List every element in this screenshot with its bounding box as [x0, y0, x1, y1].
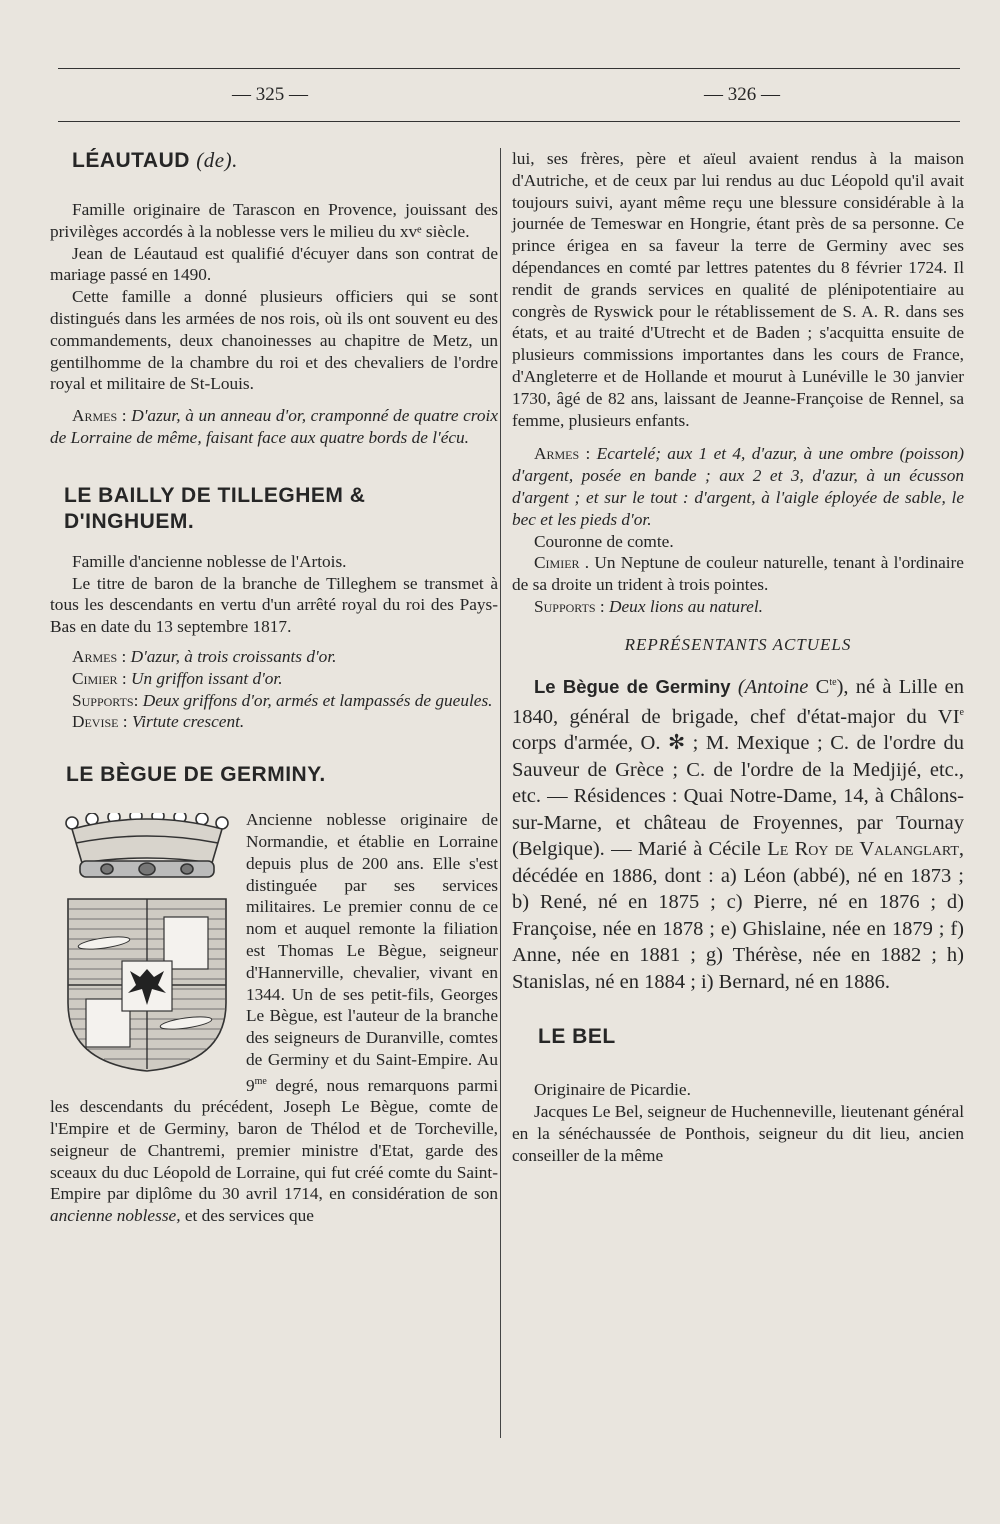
- begue-armes: [512, 443, 964, 530]
- devise-text: Virtute crescent.: [131, 712, 245, 732]
- leautaud-para-1: Famille originaire de Tarascon en Provence, jouissant des privilèges accordés à la noblesse vers le milieu du xvᵉ siècle.: [50, 200, 498, 241]
- entry-title-bel: LE BEL: [538, 1025, 616, 1049]
- ordinal-suffix: e: [959, 706, 964, 718]
- rep-text-b: corps d'armée, O. ✻ ; M. Mexique ; C. de l'ordre du Sauveur de Grèce ; C. de l'ordre de la Medjijé, etc., etc. — Résidences : Quai Notre-Dame, 14, à Châlons-sur-Marne, et château de Froyennes, par Tournay (Belgique). — Marié à Cécile: [512, 732, 964, 861]
- right-column: [512, 148, 964, 1166]
- supports-text: Deux lions au naturel.: [609, 596, 763, 616]
- header-rule-top: [58, 68, 960, 69]
- title-text: LÉAUTAUD: [72, 149, 190, 172]
- begue-supports: [512, 596, 964, 618]
- spouse-name: Le Roy de Valanglart,: [767, 838, 964, 861]
- representative-title: C: [815, 675, 830, 698]
- representative-entry: [512, 670, 964, 996]
- bailly-cimier: [50, 668, 498, 690]
- entry-title-bailly: LE BAILLY DE TILLEGHEM & D'INGHUEM.: [64, 483, 366, 533]
- page-number-right: — 326 —: [704, 84, 780, 105]
- armes-text: Ecartelé; aux 1 et 4, d'azur, à une ombre (poisson) d'argent, posée en bande ; aux 2 et 3, d'azur, à un écusson d'argent ; et sur le tout : d'argent, à l'aigle éployée de sable, le bec et les pieds d'or.: [512, 444, 965, 529]
- begue-continuation: lui, ses frères, père et aïeul avaient rendus à la maison d'Autriche, et de ceux par lui rendus au duc Léopold qu'il avait toujours suivi, ayant même reçu une blessure considérable à la journée de Temeswar en Hongrie, étant près de sa personne. Ce prince érigea en sa faveur la terre de Germiny avec ses dépendances en comté par lettres patentes du 8 février 1724. Il rendit de grands services en qualité de plénipotentiaire au congrès de Ryswick pour le rétablissement de S. A. R. dans ses états, et au traité d'Utrecht et de Baden ; s'acquitta ensuite de plusieurs commissions importantes dans les cours de France, d'Angleterre et de Hollande et mourut à Lunéville le 30 janvier 1730, âgé de 82 ans, laissant de Jeanne-Françoise de Rennel, sa femme, plusieurs enfants.: [512, 149, 964, 430]
- supports-label: Supports:: [72, 690, 139, 710]
- ordinal-suffix: me: [254, 1075, 267, 1087]
- armes-text: D'azur, à trois croissants d'or.: [130, 646, 337, 666]
- devise-label: Devise :: [72, 712, 128, 732]
- representative-given-name: (Antoine: [737, 675, 809, 698]
- leautaud-armes: [50, 405, 498, 449]
- begue-emphasis: ancienne noblesse,: [50, 1206, 181, 1226]
- cimier-label: Cimier .: [534, 553, 590, 573]
- bailly-armes: [50, 646, 498, 668]
- supports-text: Deux griffons d'or, armés et lampassés de gueules.: [142, 690, 493, 710]
- representative-name: Le Bègue de Germiny: [534, 675, 731, 697]
- armes-label: Armes :: [72, 646, 127, 666]
- shield-icon: [68, 899, 226, 1071]
- entry-title-begue: LE BÈGUE DE GERMINY.: [66, 763, 326, 787]
- rep-text-a: né à Lille en 1840, général de brigade, chef d'état-major du VI: [512, 675, 964, 728]
- header-rule-bottom: [58, 121, 960, 122]
- closing-paren: ),: [836, 675, 849, 698]
- cimier-text: Un Neptune de couleur naturelle, tenant à l'ordinaire de sa droite un trident à trois pointes.: [512, 553, 964, 595]
- title-particle: (de).: [196, 148, 238, 172]
- armes-label: Armes :: [534, 444, 591, 464]
- cimier-text: Un griffon issant d'or.: [130, 668, 283, 688]
- page-number-left: — 325 —: [232, 84, 308, 105]
- begue-text-b: degré, nous remarquons parmi les descendants du précédent, Joseph Le Bègue, comte de l'Empire et de Germiny, baron de Thélod et de Torcheville, seigneur de Chantremi, premier ministre d'Etat, garde des sceaux du duc Léopold de Lorraine, qui fut créé comte du Saint-Empire par diplôme du 30 avril 1714, en considération de son: [50, 1075, 498, 1204]
- bailly-para-1: Famille d'ancienne noblesse de l'Artois.: [72, 551, 347, 571]
- count-crown-icon: [66, 813, 228, 877]
- armes-text: D'azur, à un anneau d'or, cramponné de quatre croix de Lorraine de même, faisant face aux quatre bords de l'écu.: [50, 406, 498, 447]
- begue-text-a: Ancienne noblesse originaire de Normandie, et établie en Lorraine depuis plus de 200 ans. Elle s'est distinguée par ses services militaires. Le premier connu de ce nom et auquel remonte la filiation est Thomas Le Bègue, seigneur d'Hannerville, chevalier, vivant en 1344. Un de ses petit-fils, Georges Le Bègue, est l'auteur de la branche des seigneurs de Duranville, comtes de Germiny et du Saint-Empire. Au 9: [246, 810, 498, 1095]
- begue-couronne: Couronne de comte.: [534, 531, 674, 551]
- rep-text-c: décédée en 1886, dont : a) Léon (abbé), né en 1873 ; b) René, né en 1875 ; c) Pierre, né en 1876 ; d) Françoise, née en 1878 ; e) Ghislaine, née en 1879 ; f) Anne, née en 1881 ; g) Thérèse, née en 1882 ; h) Stanislas, né en 1884 ; i) Bernard, né en 1886.: [512, 864, 964, 993]
- bailly-supports: [50, 690, 498, 712]
- leautaud-para-3: Cette famille a donné plusieurs officiers qui se sont distingués dans les armées de nos rois, où ils ont souvent eu des commandements, deux chanoinesses au chapitre de Metz, un gentilhomme de la chambre du roi et des chevaliers de l'ordre royal et militaire de St-Louis.: [50, 287, 498, 394]
- bailly-para-2: Le titre de baron de la branche de Tilleghem se transmet à tous les descendants en vertu d'un arrêté royal du roi des Pays-Bas en date du 13 septembre 1817.: [50, 573, 498, 637]
- armes-label: Armes :: [72, 406, 127, 426]
- left-column: [50, 148, 498, 1227]
- cimier-label: Cimier :: [72, 668, 127, 688]
- bel-para-1: Originaire de Picardie.: [534, 1080, 691, 1100]
- bel-para-2: Jacques Le Bel, seigneur de Huchenneville, lieutenant général en la sénéchaussée de Ponthois, seigneur du dit lieu, ancien conseiller de la même: [512, 1101, 964, 1165]
- begue-cimier: [512, 552, 964, 596]
- supports-label: Supports :: [534, 596, 605, 616]
- leautaud-para-2: Jean de Léautaud est qualifié d'écuyer dans son contrat de mariage passé en 1490.: [50, 243, 498, 285]
- begue-text-c: et des services que: [180, 1206, 314, 1226]
- representatives-block: [512, 670, 964, 996]
- title-suffix: te: [829, 676, 837, 688]
- entry-title-leautaud: [72, 148, 498, 173]
- representatives-heading: REPRÉSENTANTS ACTUELS: [624, 634, 852, 654]
- bailly-devise: [50, 711, 498, 733]
- column-divider: [500, 148, 501, 1438]
- coat-of-arms-image: [62, 813, 232, 1075]
